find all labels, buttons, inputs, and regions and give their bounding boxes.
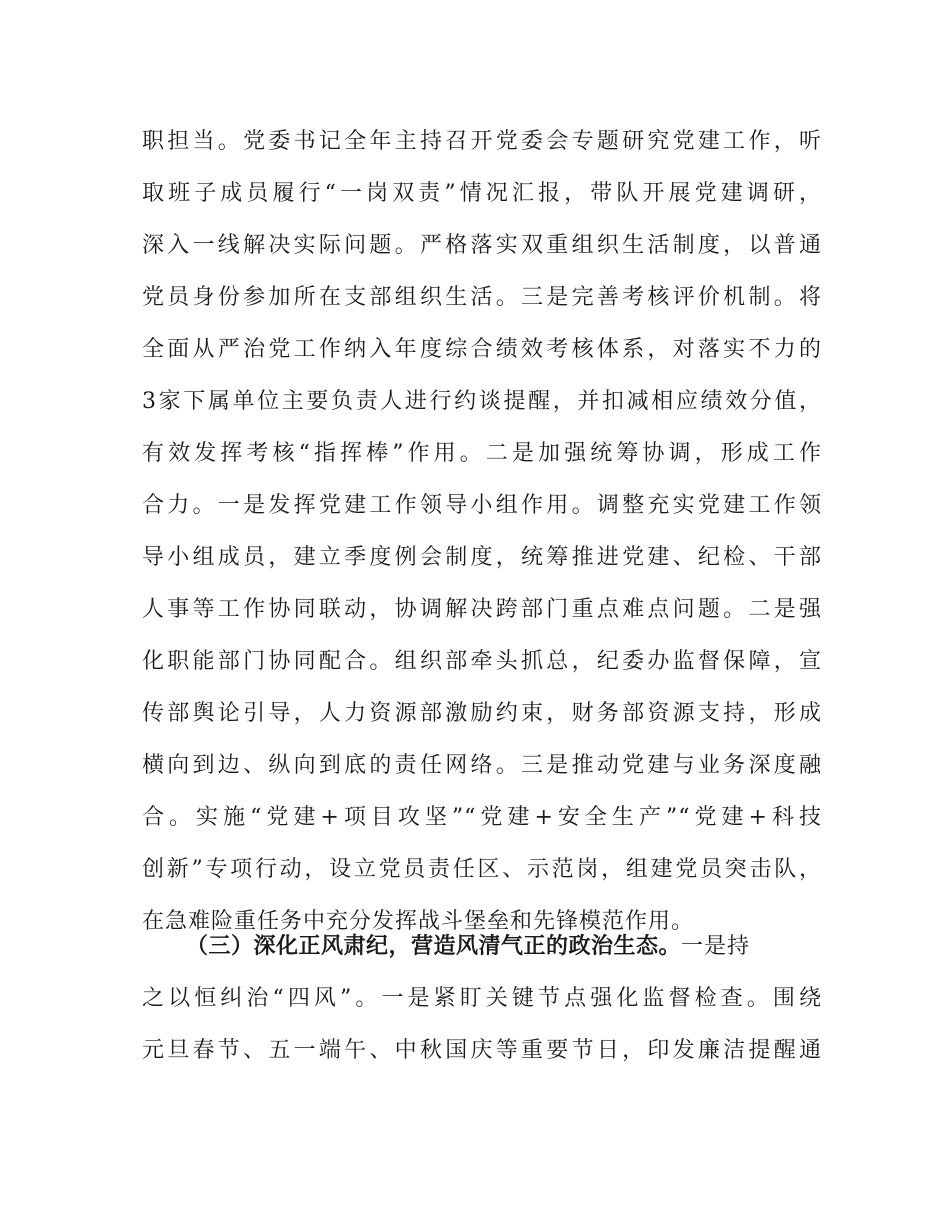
- paragraph-line: 全面从严治党工作纳入年度综合绩效考核体系，对落实不力的: [142, 337, 822, 362]
- paragraph-line: 党员身份参加所在支部组织生活。三是完善考核评价机制。将: [142, 285, 822, 310]
- paragraph-line: 在急难险重任务中充分发挥战斗堡垒和先锋模范作用。: [142, 909, 695, 934]
- paragraph-line: 人事等工作协同联动，协调解决跨部门重点难点问题。二是强: [142, 597, 822, 622]
- paragraph-line: 之以恒纠治“四风”。一是紧盯关键节点强化监督检查。围绕: [142, 986, 822, 1011]
- section-heading: （三）深化正风肃纪，营造风清气正的政治生态。: [186, 934, 682, 959]
- paragraph-line: 创新”专项行动，设立党员责任区、示范岗，组建党员突击队，: [142, 857, 822, 882]
- paragraph-line: 横向到边、纵向到底的责任网络。三是推动党建与业务深度融: [142, 753, 822, 778]
- paragraph-line: 合力。一是发挥党建工作领导小组作用。调整充实党建工作领: [142, 493, 822, 518]
- paragraph-line: 导小组成员，建立季度例会制度，统筹推进党建、纪检、干部: [142, 545, 822, 570]
- heading-line-continuation: 一是持: [681, 934, 751, 959]
- paragraph-line-with-heading: [142, 921, 822, 973]
- paragraph-line: 有效发挥考核“指挥棒”作用。二是加强统筹协调，形成工作: [142, 441, 822, 466]
- paragraph-line: 元旦春节、五一端午、中秋国庆等重要节日，印发廉洁提醒通: [142, 1038, 822, 1063]
- paragraph-line: 深入一线解决实际问题。严格落实双重组织生活制度，以普通: [142, 233, 822, 258]
- body-paragraph-2: [142, 921, 822, 1077]
- paragraph-line: 传部舆论引导，人力资源部激励约束，财务部资源支持，形成: [142, 701, 822, 726]
- paragraph-line: 化职能部门协同配合。组织部牵头抓总，纪委办监督保障，宣: [142, 649, 822, 674]
- paragraph-line: 取班子成员履行“一岗双责”情况汇报，带队开展党建调研，: [142, 181, 822, 206]
- paragraph-line: 3家下属单位主要负责人进行约谈提醒，并扣减相应绩效分值，: [142, 389, 822, 414]
- body-paragraph-1: [142, 116, 822, 948]
- paragraph-line: 职担当。党委书记全年主持召开党委会专题研究党建工作，听: [142, 129, 822, 154]
- paragraph-line: 合。实施“党建+项目攻坚”“党建+安全生产”“党建+科技: [142, 805, 822, 830]
